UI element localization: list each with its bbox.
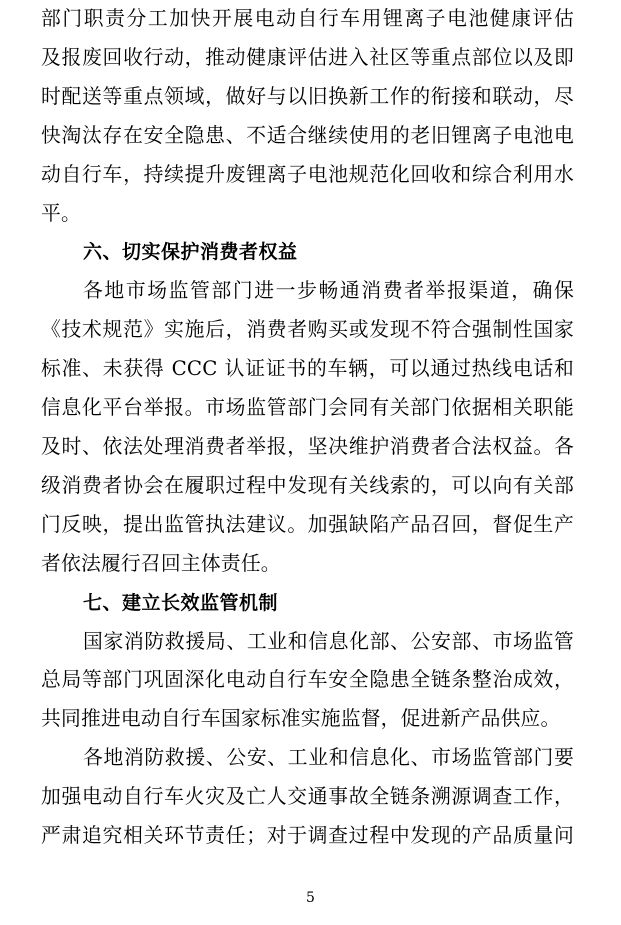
text-line: 严肃追究相关环节责任；对于调查过程中发现的产品质量问 [41,824,574,848]
text-line: 标准、未获得 CCC 认证证书的车辆，可以通过热线电话和 [41,357,574,381]
text-line: 加强电动自行车火灾及亡人交通事故全链条溯源调查工作， [41,785,574,809]
text-line: 平。 [41,201,81,225]
text-line: 信息化平台举报。市场监管部门会同有关部门依据相关职能 [41,396,574,420]
text-line: 及报废回收行动，推动健康评估进入社区等重点部位以及即 [41,45,574,69]
text-line: 级消费者协会在履职过程中发现有关线索的，可以向有关部 [41,473,574,497]
text-line: 动自行车，持续提升废锂离子电池规范化回收和综合利用水 [41,162,574,186]
text-line: 者依法履行召回主体责任。 [41,551,281,575]
section-heading-long-term-supervision: 七、建立长效监管机制 [83,591,279,614]
text-line: 各地市场监管部门进一步畅通消费者举报渠道，确保 [83,279,574,303]
text-line: 国家消防救援局、工业和信息化部、公安部、市场监管 [83,629,574,653]
text-line: 门反映，提出监管执法建议。加强缺陷产品召回，督促生产 [41,512,574,536]
paragraph-local-investigation [41,739,574,856]
text-line: 及时、依法处理消费者举报，坚决维护消费者合法权益。各 [41,434,574,458]
paragraph-consumer-reporting [41,272,574,583]
page-number: 5 [306,890,315,906]
text-line: 共同推进电动自行车国家标准实施监督，促进新产品供应。 [41,707,561,731]
text-line: 时配送等重点领域，做好与以旧换新工作的衔接和联动，尽 [41,84,574,108]
text-line: 总局等部门巩固深化电动自行车安全隐患全链条整治成效， [41,668,574,692]
paragraph-national-agencies [41,623,574,740]
text-line: 快淘汰存在安全隐患、不适合继续使用的老旧锂离子电池电 [41,123,574,147]
text-line: 各地消防救援、公安、工业和信息化、市场监管部门要 [83,746,574,770]
section-heading-consumer-rights: 六、切实保护消费者权益 [83,241,298,264]
text-line: 部门职责分工加快开展电动自行车用锂离子电池健康评估 [41,7,574,30]
paragraph-battery-recycling [41,0,574,233]
document-page [41,0,574,856]
text-line: 《技术规范》实施后，消费者购买或发现不符合强制性国家 [41,318,574,342]
